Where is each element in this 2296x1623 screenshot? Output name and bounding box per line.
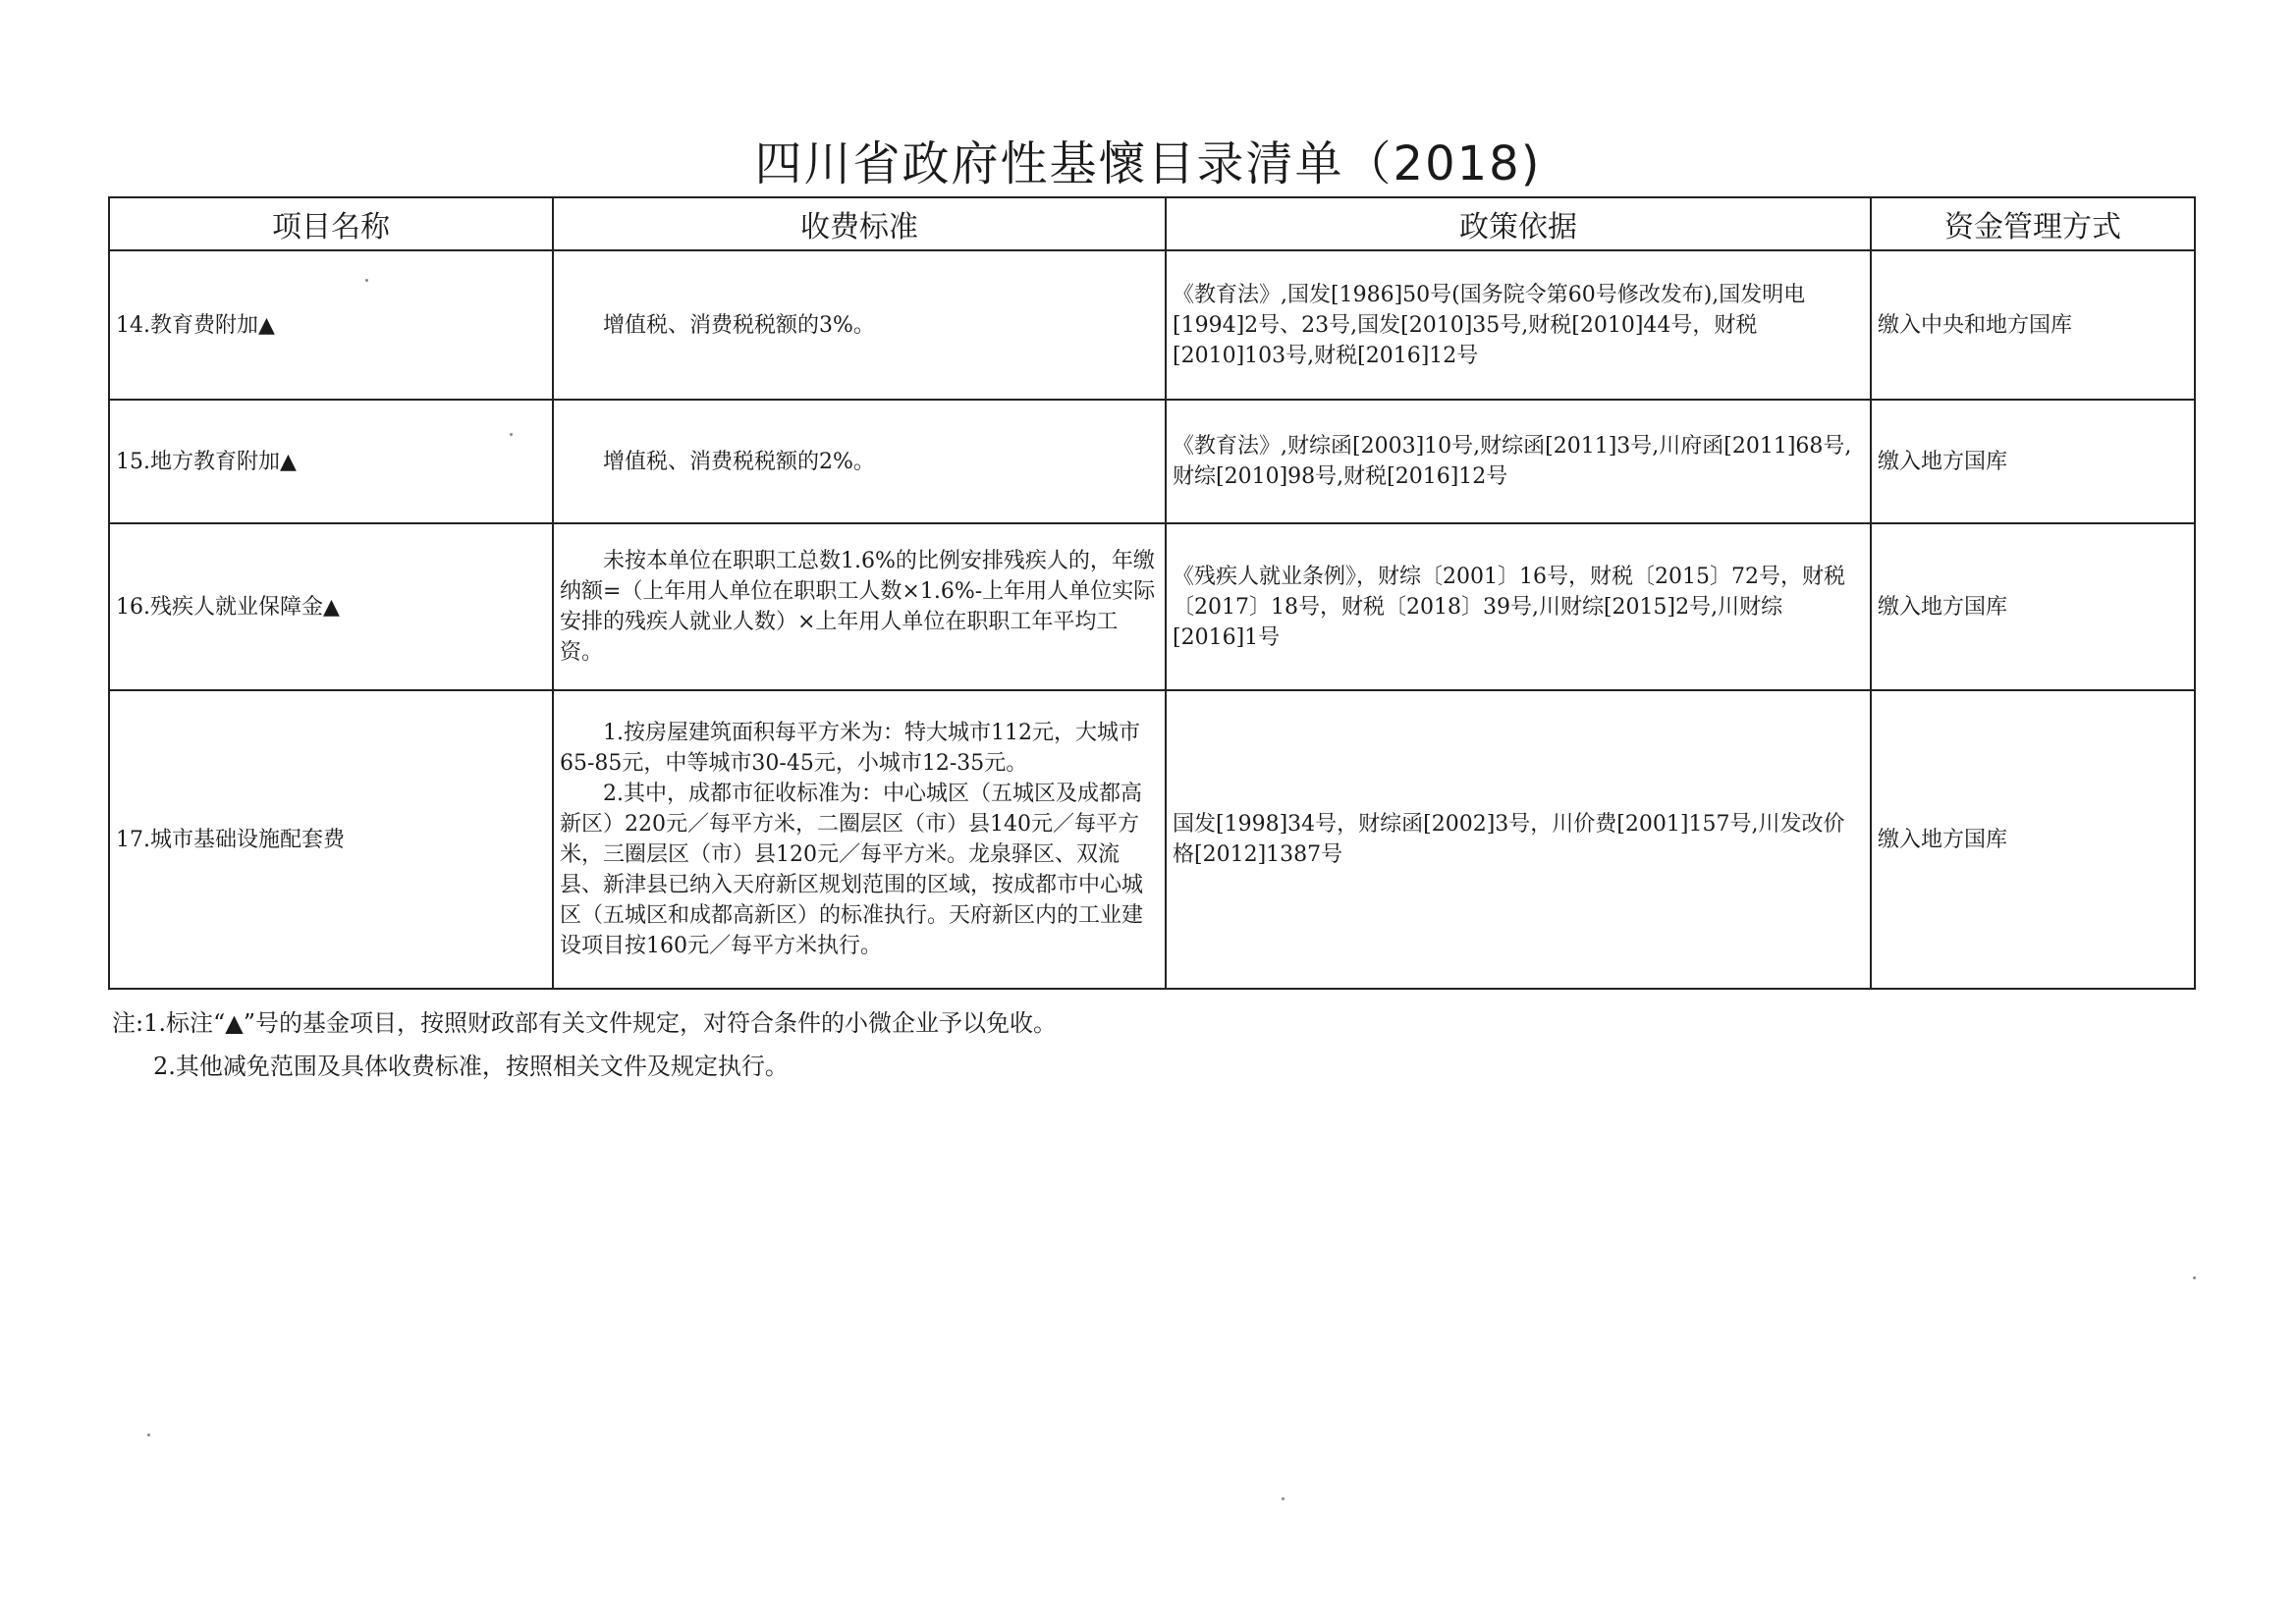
table-row xyxy=(109,400,2195,523)
scan-speck xyxy=(365,279,368,282)
note-line-2: 2.其他减免范围及具体收费标准，按照相关文件及规定执行。 xyxy=(153,1053,789,1080)
scan-speck xyxy=(147,1434,150,1436)
scan-speck xyxy=(1282,1497,1285,1500)
fund-management-cell: 缴入中央和地方国库 xyxy=(1871,250,2195,400)
fee-standard-cell: 增值税、消费税税额的3%。 xyxy=(553,250,1166,400)
fee-standard-cell: 增值税、消费税税额的2%。 xyxy=(553,400,1166,523)
document-title: 四川省政府性基懷目录清单（2018) xyxy=(754,136,1542,191)
scan-speck xyxy=(510,433,513,436)
table-header-row xyxy=(109,197,2195,250)
project-name-cell: 16.残疾人就业保障金▲ xyxy=(109,523,553,690)
header-fund-management: 资金管理方式 xyxy=(1871,197,2195,250)
policy-basis-cell: 《教育法》,国发[1986]50号(国务院令第60号修改发布),国发明电[1994]2号、23号,国发[2010]35号,财税[2010]44号，财税[2010]103号,财税[2016]12号 xyxy=(1166,250,1871,400)
fund-management-cell: 缴入地方国库 xyxy=(1871,690,2195,989)
policy-basis-cell: 《残疾人就业条例》，财综〔2001〕16号，财税〔2015〕72号，财税〔2017〕18号，财税〔2018〕39号,川财综[2015]2号,川财综[2016]1号 xyxy=(1166,523,1871,690)
scan-speck xyxy=(2193,1276,2196,1279)
fund-management-cell: 缴入地方国库 xyxy=(1871,400,2195,523)
fund-management-cell: 缴入地方国库 xyxy=(1871,523,2195,690)
policy-basis-cell: 《教育法》,财综函[2003]10号,财综函[2011]3号,川府函[2011]68号,财综[2010]98号,财税[2016]12号 xyxy=(1166,400,1871,523)
fee-standard-paragraph: 2.其中，成都市征收标准为：中心城区（五城区及成都高新区）220元／每平方米，二圈层区（市）县140元／每平方米，三圈层区（市）县120元／每平方米。龙泉驿区、双流县、新津县已纳入天府新区规划范围的区域，按成都市中心城区（五城区和成都高新区）的标准执行。天府新区内的工业建设项目按160元／每平方米执行。 xyxy=(560,782,1144,958)
note-line-1: 注:1.标注“▲”号的基金项目，按照财政部有关文件规定，对符合条件的小微企业予以免收。 xyxy=(112,1009,1057,1037)
policy-basis-cell: 国发[1998]34号，财综函[2002]3号，川价费[2001]157号,川发改价格[2012]1387号 xyxy=(1166,690,1871,989)
project-name-cell: 14.教育费附加▲ xyxy=(109,250,553,400)
table-row xyxy=(109,690,2195,989)
header-policy-basis: 政策依据 xyxy=(1166,197,1871,250)
project-name-cell: 15.地方教育附加▲ xyxy=(109,400,553,523)
header-fee-standard: 收费标准 xyxy=(553,197,1166,250)
fee-standard-cell xyxy=(553,690,1166,989)
table-notes xyxy=(112,1001,1057,1088)
fund-catalog-table xyxy=(108,196,2196,990)
fee-standard-paragraph: 1.按房屋建筑面积每平方米为：特大城市112元，大城市65-85元，中等城市30-45元，小城市12-35元。 xyxy=(560,721,1140,776)
table-row xyxy=(109,250,2195,400)
fee-standard-cell: 未按本单位在职职工总数1.6%的比例安排残疾人的，年缴纳额=（上年用人单位在职职工人数×1.6%-上年用人单位实际安排的残疾人就业人数）×上年用人单位在职职工年平均工资。 xyxy=(553,523,1166,690)
project-name-cell: 17.城市基础设施配套费 xyxy=(109,690,553,989)
header-project-name: 项目名称 xyxy=(109,197,553,250)
table-row xyxy=(109,523,2195,690)
